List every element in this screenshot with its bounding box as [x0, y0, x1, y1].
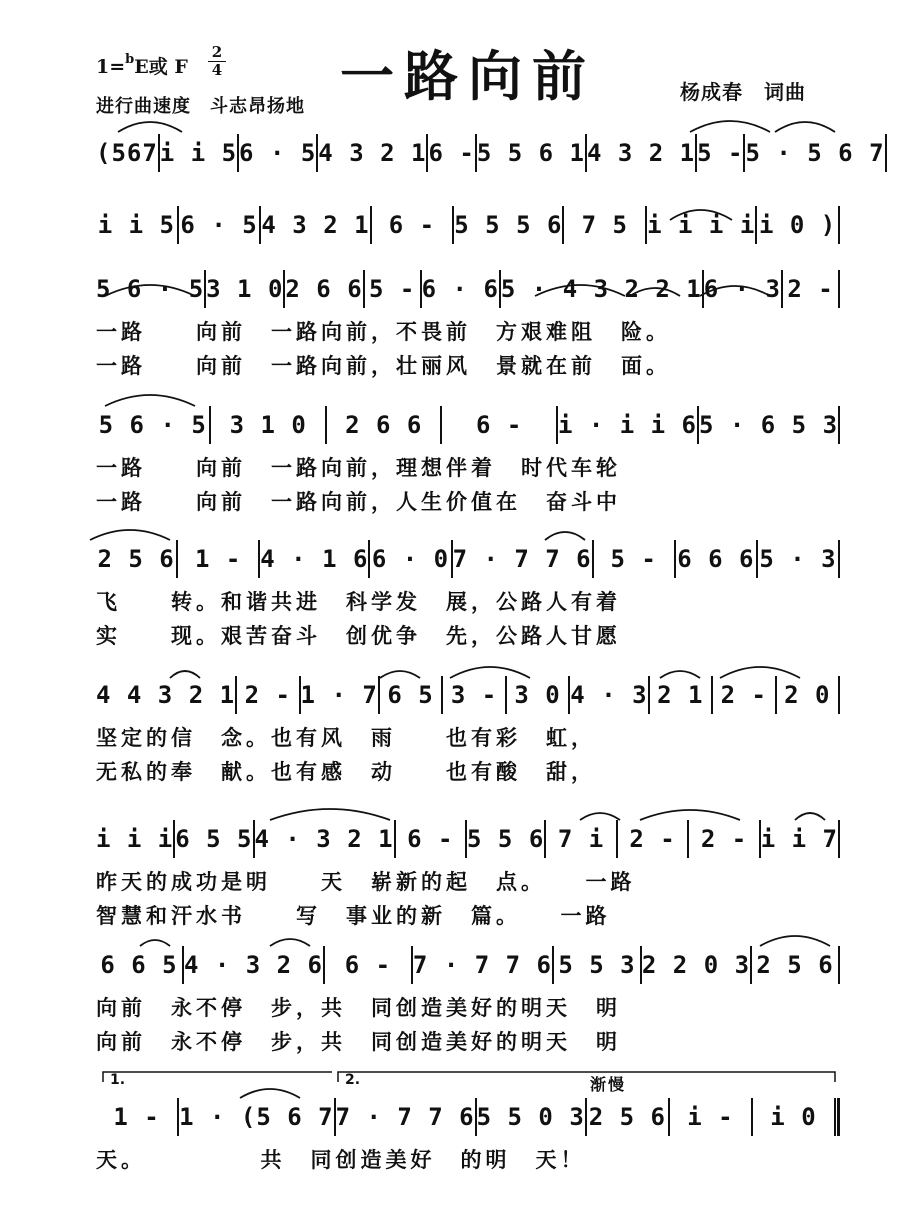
key-rest: E或 F	[134, 56, 188, 78]
measure: 5 -	[368, 275, 416, 303]
measure: 2 -	[244, 681, 291, 709]
lyric-line-7-verse-2: 智慧和汗水书 写 事业的新 篇。 一路	[96, 903, 611, 928]
measure: 5 6 · 5	[98, 411, 207, 439]
measure: 3 0	[514, 681, 561, 709]
measure: 2 6 6	[285, 275, 363, 303]
measure: 5 5 6 1	[476, 139, 585, 167]
measure: 7 · 7 7 6	[452, 545, 592, 573]
measure: i i 5	[159, 139, 238, 167]
lyric-line-6-verse-1: 坚定的信 念。也有风 雨 也有彩 虹，	[96, 725, 596, 750]
measure: 2 6 6	[345, 411, 423, 439]
measure: 6 · 5	[239, 139, 317, 167]
measure: 4 3 2 1	[586, 139, 696, 167]
lyric-line-6-verse-2: 无私的奉 献。也有感 动 也有酸 甜，	[96, 759, 596, 784]
volta-brackets	[103, 1072, 835, 1082]
flat-sign: b	[125, 52, 135, 67]
measure: 2 5 6	[97, 545, 175, 573]
measure: i i 7	[760, 825, 838, 853]
measure: 6 -	[476, 411, 523, 439]
measure: 1 · (5 6 7	[179, 1103, 334, 1131]
measure: 5 · 3	[759, 545, 837, 573]
measure: i i i i	[647, 211, 756, 239]
volta-2-label: 2.	[345, 1072, 361, 1088]
measure: i 0	[770, 1103, 817, 1131]
lyric-line-8-verse-1: 向前 永不停 步，共 同创造美好的明天 明	[96, 995, 621, 1020]
lyric-line-5-verse-2: 实 现。艰苦奋斗 创优争 先，公路人甘愿	[96, 623, 621, 648]
lyric-line-7-verse-1: 昨天的成功是明 天 崭新的起 点。 一路	[96, 869, 636, 894]
measure: 5 6 · 5	[96, 275, 205, 303]
measure: 5 -	[610, 545, 657, 573]
measure: 4 3 2 1	[318, 139, 427, 167]
measure: 3 1 0	[206, 275, 284, 303]
lyric-line-3-verse-2: 一路 向前 一路向前，壮丽风 景就在前 面。	[96, 353, 671, 378]
measure: 6 · 5	[180, 211, 258, 239]
measure: 4 3 2 1	[261, 211, 370, 239]
measure: 6 6 6	[677, 545, 755, 573]
measure: 6 -	[388, 211, 436, 239]
measure: 7 5	[581, 211, 628, 239]
measure: 6 -	[407, 825, 454, 853]
measure: 1 -	[195, 545, 242, 573]
measure: 2 -	[720, 681, 767, 709]
lyric-line-3-verse-1: 一路 向前 一路向前，不畏前 方艰难阻 险。	[96, 319, 671, 344]
lyric-line-8-verse-2: 向前 永不停 步，共 同创造美好的明天 明	[96, 1029, 621, 1054]
lyric-line-9-verse-1: 天。 共 同创造美好 的明 天！	[96, 1147, 586, 1172]
measure: 7 i	[557, 825, 605, 853]
lyric-line-4-verse-1: 一路 向前 一路向前，理想伴着 时代车轮	[96, 455, 621, 480]
measure: 1 · 7	[300, 681, 378, 709]
measure: 7 · 7 7 6	[412, 951, 552, 979]
measure: 4 · 1 6	[260, 545, 369, 573]
measure: 7 · 7 7 6	[335, 1103, 475, 1131]
measure: 4 4 3 2 1	[96, 681, 236, 709]
measure: 2 -	[787, 275, 834, 303]
measure: 5 · 5 6 7	[745, 139, 885, 167]
measure: 5 -	[697, 139, 744, 167]
measure: 4 · 3 2 1	[254, 825, 394, 853]
measure: 6 · 0	[371, 545, 450, 573]
measure: 3 1 0	[229, 411, 307, 439]
measure: 6 -	[344, 951, 392, 979]
measure: i i 5	[97, 211, 175, 239]
measure: 6 · 6	[421, 275, 499, 303]
measure: 2 5 6	[756, 951, 834, 979]
measure: 3 -	[450, 681, 498, 709]
measure: 2 -	[700, 825, 748, 853]
measure: 6 5 5	[175, 825, 253, 853]
measure: 6 6 5	[100, 951, 178, 979]
measure: 5 5 6	[467, 825, 545, 853]
measure: 5 · 6 5 3	[698, 411, 839, 439]
measure: 6 · 3	[703, 275, 781, 303]
measure: i -	[687, 1103, 734, 1131]
measure: 4 · 3	[570, 681, 648, 709]
lyric-line-5-verse-1: 飞 转。和谐共进 科学发 展，公路人有着	[96, 589, 621, 614]
measure: 4 · 3 2 6	[183, 951, 323, 979]
measure: 6 5	[387, 681, 434, 709]
measure: 2 -	[629, 825, 676, 853]
measure: 2 1	[657, 681, 704, 709]
measure: 5 5 0 3	[476, 1103, 585, 1131]
measure: 1 -	[113, 1103, 160, 1131]
measure: 5 · 4 3 2 2 1	[500, 275, 702, 303]
song-title: 一路向前	[340, 45, 596, 108]
measure: 5 5 5 6	[454, 211, 563, 239]
time-top: 2	[211, 43, 223, 61]
key-prefix: 1=	[96, 56, 126, 78]
measure: 2 2 0 3	[641, 951, 751, 979]
tempo-marking: 进行曲速度 斗志昂扬地	[96, 96, 305, 117]
measure: (567	[96, 139, 158, 167]
measure: i · i i 6	[557, 411, 697, 439]
ritardando-marking: 渐慢	[590, 1075, 627, 1094]
composer-credit: 杨成春 词曲	[680, 80, 806, 104]
measure: 5 5 3	[558, 951, 636, 979]
lyric-line-4-verse-2: 一路 向前 一路向前，人生价值在 奋斗中	[96, 489, 621, 514]
time-bottom: 4	[208, 61, 226, 79]
measure: 2 5 6	[588, 1103, 666, 1131]
measure: 6 -	[428, 139, 475, 167]
measure: i 0 )	[759, 211, 837, 239]
measure: 2 0	[784, 681, 831, 709]
volta-1-label: 1.	[110, 1072, 126, 1088]
measure: i i i	[96, 825, 174, 853]
